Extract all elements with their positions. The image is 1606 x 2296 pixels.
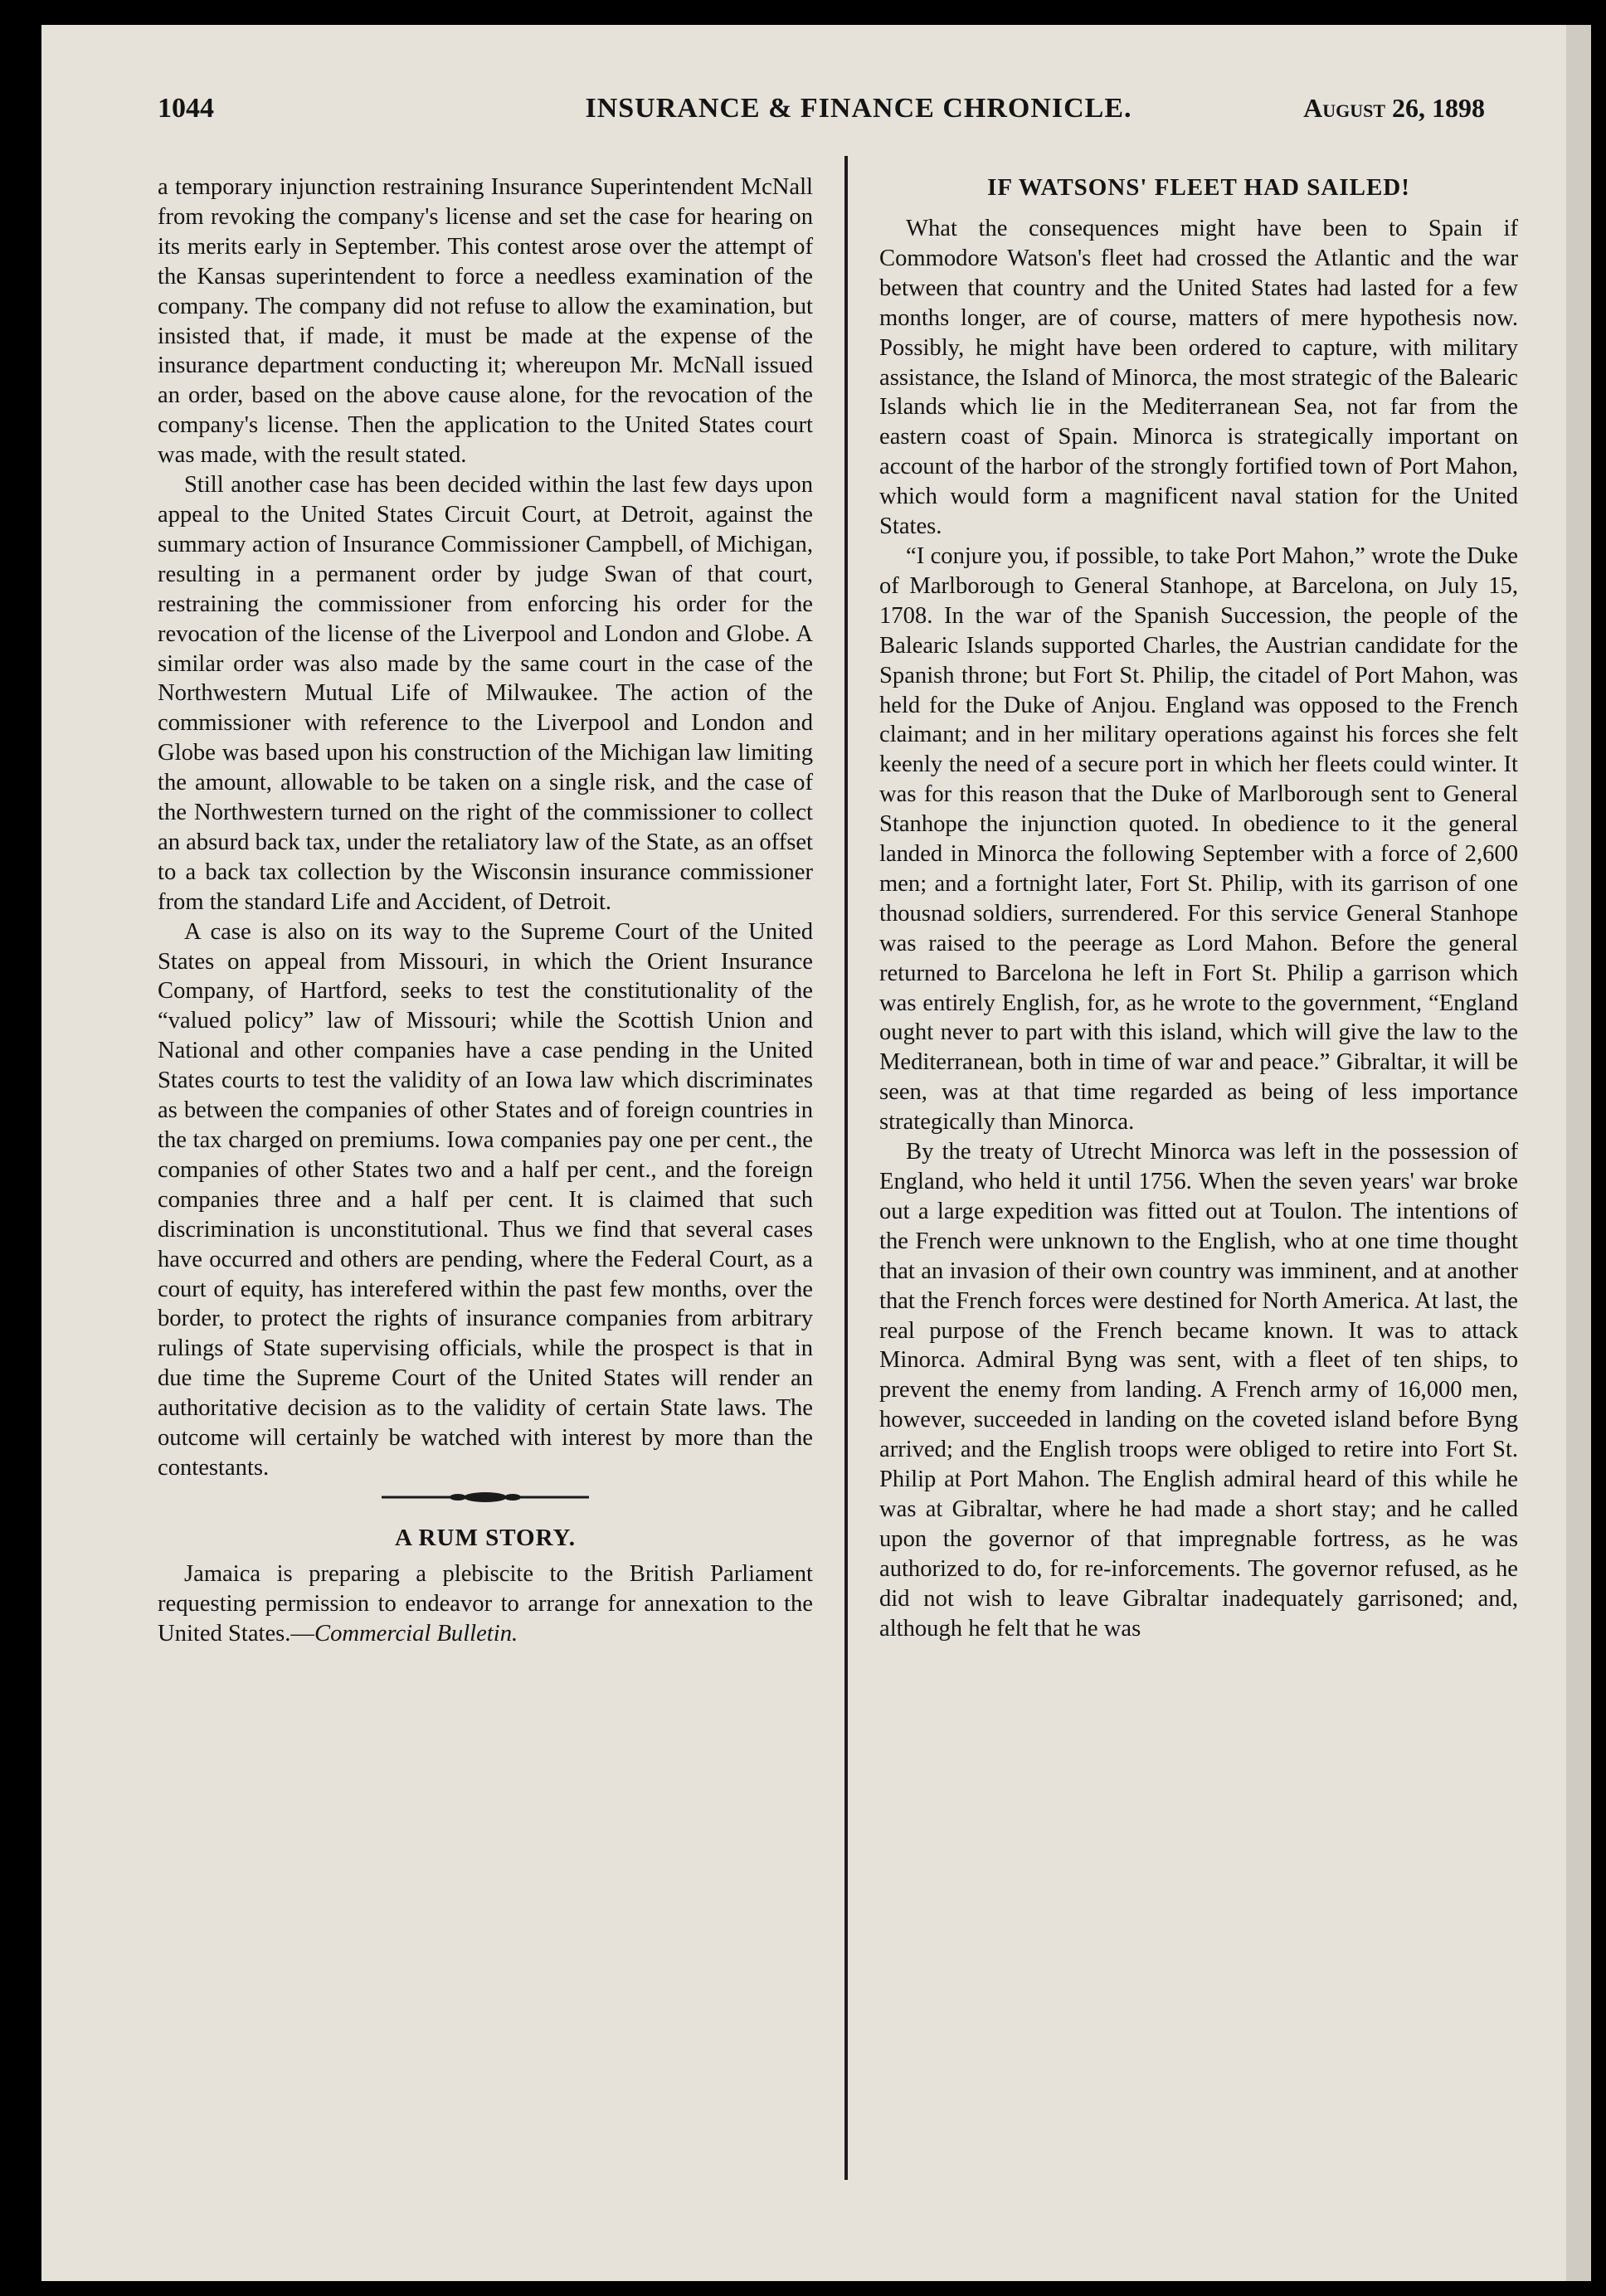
- paragraph: A case is also on its way to the Supreme Court of the United States on appeal from Missouri, in which the Orient Insurance Company, of Hartford, seeks to test the constitutionality of the “valued policy” law of Missouri; while the Scottish Union and National and other companies have a case pending in the United States courts to test the validity of an Iowa law which discriminates as between the companies of other States and of foreign countries in the tax charged on premiums. Iowa companies pay one per cent., the companies of other States two and a half per cent., and the foreign companies three and a half per cent. It is claimed that such discrimination is unconstitutional. Thus we find that several cases have occurred and others are pending, where the Federal Court, as a court of equity, has interefered within the past few months, over the border, to protect the rights of insurance companies from arbitrary rulings of State supervising officials, while the prospect is that in due time the Supreme Court of the United States will render an authoritative decision as to the validity of certain State laws. The outcome will certainly be watched with interest by more than the contestants.: [158, 918, 813, 1481]
- paragraph: By the treaty of Utrecht Minorca was left in the possession of England, who held it until 1756. When the seven years' war broke out a large expedition was fitted out at Toulon. The intentions of the French were unknown to the English, who at one time thought that an invasion of their own country was imminent, and at another that the French forces were destined for North America. At last, the real purpose of the French became known. It was to attack Minorca. Admiral Byng was sent, with a fleet of ten ships, to prevent the enemy from landing. A French army of 16,000 men, however, succeeded in landing on the coveted island before Byng arrived; and the English troops were obliged to retire into Fort St. Philip at Port Mahon. The English admiral heard of this while he was at Gibraltar, where he had made a short stay; and he called upon the governor of that impregnable fortress, as he was authorized to do, for re-inforcements. The governor refused, as he did not wish to leave Gibraltar inadequately garrisoned; and, although he felt that he was: [879, 1139, 1518, 1642]
- section-divider-ornament: [158, 1483, 813, 1520]
- column-rule: [844, 156, 848, 2180]
- journal-title: INSURANCE & FINANCE CHRONICLE.: [585, 93, 1132, 124]
- issue-date: August 26, 1898: [1303, 93, 1485, 123]
- paragraph: “I conjure you, if possible, to take Port Mahon,” wrote the Duke of Marlborough to General Stanhope, at Barcelona, on July 15, 1708. In the war of the Spanish Succession, the people of the Balearic Islands supported Charles, the Austrian candidate for the Spanish throne; but Fort St. Philip, the citadel of Port Mahon, was held for the Duke of Anjou. England was opposed to the French claimant; and in her military operations against his forces she felt keenly the need of a secure port in which her fleets could winter. It was for this reason that the Duke of Marlborough sent to General Stanhope the injunction quoted. In obedience to it the general landed in Minorca the following September with a force of 2,600 men; and a fortnight later, Fort St. Philip, with its garrison of one thousnad soldiers, surrendered. For this service General Stanhope was raised to the peerage as Lord Mahon. Before the general returned to Barcelona he left in Fort St. Philip a garrison which was entirely English, for, as he wrote to the government, “England ought never to part with this island, which will give the law to the Mediterranean, both in time of war and peace.” Gibraltar, it will be seen, was at that time regarded as being of less importance strategically than Minorca.: [879, 542, 1518, 1136]
- paragraph: a temporary injunction restraining Insurance Superintendent McNall from revoking the company's license and set the case for hearing on its merits early in September. This contest arose over the attempt of the Kansas superintendent to force a needless examination of the company. The company did not refuse to allow the examination, but insisted that, if made, it must be made at the expense of the insurance department conducting it; whereupon Mr. McNall issued an order, based on the above cause alone, for the revocation of the company's license. Then the application to the United States court was made, with the result stated.: [158, 174, 813, 469]
- paragraph: What the consequences might have been to Spain if Commodore Watson's fleet had crossed the Atlantic and the war between that country and the United States had lasted for a few months longer, are of course, matters of mere hypothesis now. Possibly, he might have been ordered to capture, with military assistance, the Island of Minorca, the most strategic of the Balearic Islands which lie in the Mediterranean Sea, not far from the eastern coast of Spain. Minorca is strategically important on account of the harbor of the strongly fortified town of Port Mahon, which would form a magnificent naval station for the United States.: [879, 216, 1518, 540]
- scanned-page: [41, 25, 1591, 2281]
- left-column: [158, 173, 813, 1649]
- rum-story-source: Commercial Bulletin.: [314, 1620, 518, 1647]
- paragraph: Still another case has been decided within the last few days upon appeal to the United States Circuit Court, at Detroit, against the summary action of Insurance Commissioner Campbell, of Michigan, resulting in a permanent order by judge Swan of that court, restraining the commissioner from enforcing his order for the revocation of the license of the Liverpool and London and Globe. A similar order was also made by the same court in the case of the Northwestern Mutual Life of Milwaukee. The action of the commissioner with reference to the Liverpool and London and Globe was based upon his construction of the Michigan law limiting the amount, allowable to be taken on a single risk, and the case of the Northwestern turned on the right of the commissioner to collect an absurd back tax, under the retaliatory law of the State, as an offset to a back tax collection by the Wisconsin insurance commissioner from the standard Life and Accident, of Detroit.: [158, 472, 813, 915]
- page-number: 1044: [158, 93, 214, 124]
- rum-story-heading: A RUM STORY.: [394, 1524, 577, 1551]
- newspaper-page: [158, 25, 1560, 2281]
- running-head: [158, 93, 1560, 134]
- article-heading: IF WATSONS' FLEET HAD SAILED!: [987, 174, 1410, 201]
- rum-story-paragraph: [158, 1559, 813, 1649]
- adjacent-page-edge: [1566, 25, 1591, 2281]
- rum-story-text: Jamaica is preparing a plebiscite to the British Parliament requesting permission to endeavor to arrange for annexation to the United States.—: [158, 1560, 813, 1647]
- right-column: [879, 173, 1518, 1644]
